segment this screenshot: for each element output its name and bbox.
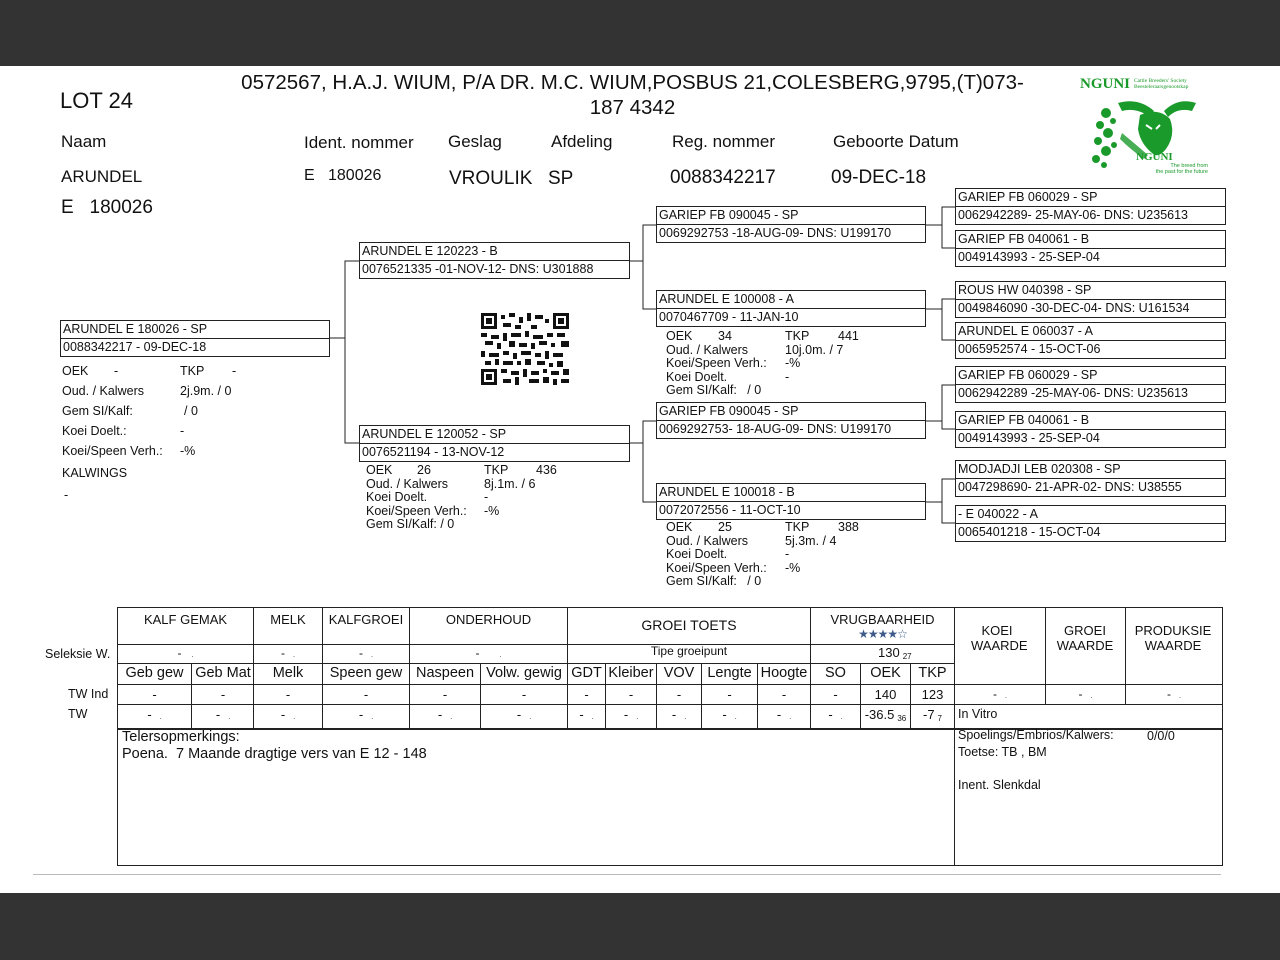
tw-cell-11: - . xyxy=(828,707,843,722)
pedigree-main-animal: ARUNDEL E 180026 - SP 0088342217 - 09-DEC-18 xyxy=(60,320,330,357)
group-melk: MELK xyxy=(270,612,306,627)
tw-ind-cell-value-1: - xyxy=(220,687,226,702)
column-header-13 xyxy=(911,665,954,681)
tw-ind-cell-value-8: - xyxy=(676,687,682,702)
pedigree-ggp-7: MODJADJI LEB 020308 - SP 0047298690- 21-APR-02- DNS: U38555 xyxy=(955,460,1226,497)
logo-society: Cattle Breeders' Society Beesteleraarsgenootskap xyxy=(1134,78,1189,90)
tw-cell-value-1: - xyxy=(215,707,221,722)
label-geslag: Geslag xyxy=(448,132,502,151)
inent: Inent. Slenkdal xyxy=(958,778,1041,792)
pedigree-ggp-2: GARIEP FB 040061 - B 0049143993 - 25-SEP-04 xyxy=(955,230,1226,267)
pedigree-sire: ARUNDEL E 120223 - B 0076521335 -01-NOV-12- DNS: U301888 xyxy=(359,242,630,279)
tw-ind-cell-value-7: - xyxy=(628,687,634,702)
column-header-value-13: TKP xyxy=(918,665,947,681)
breeder-info: 0572567, H.A.J. WIUM, P/A DR. M.C. WIUM,POSBUS 21,COLESBERG,9795,(T)073- 187 4342 xyxy=(241,71,1024,119)
tw-ind-cell-value-4: - xyxy=(442,687,448,702)
seleksie-kalfgroei: - . xyxy=(359,646,373,660)
tw-ind-cell-3 xyxy=(323,687,409,702)
tw-accuracy-13: 7 xyxy=(937,714,942,723)
tw-ind-cell-value-13: 123 xyxy=(921,687,944,702)
tw-cell-value-13: -7 xyxy=(922,707,935,722)
tw-ind-cell-2 xyxy=(254,687,322,702)
seleksie-kalf-gemak: - . xyxy=(177,646,194,660)
tw-cell-4: - . xyxy=(437,707,453,722)
pedigree-ggp-1: GARIEP FB 060029 - SP 0062942289- 25-MAY-06- DNS: U235613 xyxy=(955,188,1226,225)
tw-ind-cell-10 xyxy=(758,687,810,702)
column-header-value-1: Geb Mat xyxy=(195,665,251,681)
tw-ind-cell-value-5: - xyxy=(521,687,527,702)
column-header-1 xyxy=(192,665,254,681)
group-koei-waarde: KOEI WAARDE xyxy=(971,623,1028,653)
tw-cell-10: - . xyxy=(776,707,792,722)
group-onderhoud: ONDERHOUD xyxy=(445,612,532,627)
tw-cell-value-9: - xyxy=(722,707,727,722)
column-header-value-11: SO xyxy=(825,665,846,681)
column-header-value-9: Lengte xyxy=(707,665,752,681)
tw-cell-value-5: - xyxy=(516,707,522,722)
group-kalfgroei: KALFGROEI xyxy=(328,612,404,627)
tw-cell-12 xyxy=(861,707,910,723)
tw-cell-value-2: - xyxy=(280,707,286,722)
value-afdeling: SP xyxy=(548,168,574,189)
spoelings-label: Spoelings/Embrios/Kalwers: xyxy=(958,728,1114,742)
tw-cell-7: - . xyxy=(623,707,639,722)
tw-ind-cell-value-2: - xyxy=(285,687,291,702)
label-geboorte: Geboorte Datum xyxy=(833,132,959,151)
vrugbaarheid-stars: ★★★★☆ xyxy=(858,627,907,641)
logo-tagline: The breed from the past for the future xyxy=(1155,163,1208,175)
group-groei-toets: GROEI TOETS xyxy=(641,617,737,633)
tw-ind-cell-6 xyxy=(568,687,605,702)
value-ident: E 180026 xyxy=(304,167,382,184)
tw-cell-6: - . xyxy=(579,707,594,722)
column-header-value-10: Hoogte xyxy=(760,665,808,681)
column-header-value-3: Speen gew xyxy=(329,665,403,681)
group-groei-waarde: GROEI WAARDE xyxy=(1056,623,1114,653)
row-label-seleksie: Seleksie W. xyxy=(45,647,111,661)
tw-ind-cell-12 xyxy=(861,687,910,702)
pedigree-ggp-5: GARIEP FB 060029 - SP 0062942289 -25-MAY-06- DNS: U235613 xyxy=(955,366,1226,403)
tw-cell-8: - . xyxy=(671,707,687,722)
logo-emblem: NGUNI xyxy=(1136,151,1173,163)
tw-cell-2: - . xyxy=(280,707,296,722)
tw-cell-value-3: - xyxy=(358,707,364,722)
vrugbaarheid-value: 130 27 xyxy=(878,645,912,661)
tw-ind-cell-value-10: - xyxy=(781,687,787,702)
tw-ind-produksie-waarde: - . xyxy=(1167,687,1181,701)
label-afdeling: Afdeling xyxy=(551,132,613,151)
group-vrugbaarheid: VRUGBAARHEID xyxy=(830,612,935,627)
column-header-0 xyxy=(118,665,191,681)
tw-cell-value-8: - xyxy=(671,707,677,722)
label-reg: Reg. nommer xyxy=(672,132,775,151)
pedigree-dam: ARUNDEL E 120052 - SP 0076521194 - 13-NOV-12 xyxy=(359,425,630,462)
column-header-12 xyxy=(861,665,910,681)
column-header-value-2: Melk xyxy=(272,665,304,681)
tw-ind-cell-5 xyxy=(481,687,567,702)
tw-cell-9: - . xyxy=(722,707,737,722)
tw-ind-koei-waarde: - . xyxy=(993,687,1007,701)
column-header-2 xyxy=(254,665,322,681)
tw-ind-cell-value-12: 140 xyxy=(874,687,897,702)
value-geslag: VROULIK xyxy=(449,168,533,189)
pedigree-sire-dam: ARUNDEL E 100008 - A 0070467709 - 11-JAN-10 xyxy=(656,290,926,327)
value-reg: 0088342217 xyxy=(670,167,776,188)
group-kalf-gemak: KALF GEMAK xyxy=(143,612,228,627)
column-header-5 xyxy=(481,665,567,681)
column-header-4 xyxy=(410,665,480,681)
tw-cell-value-6: - xyxy=(579,707,584,722)
seleksie-melk: - . xyxy=(281,646,295,660)
tw-ind-cell-9 xyxy=(702,687,757,702)
column-header-7 xyxy=(606,665,656,681)
column-header-value-12: OEK xyxy=(870,665,901,681)
tw-ind-cell-value-9: - xyxy=(727,687,732,702)
column-header-value-7: Kleiber xyxy=(608,665,654,681)
column-header-8 xyxy=(657,665,701,681)
column-header-value-6: GDT xyxy=(571,665,602,681)
tipe-groeipunt: Tipe groeipunt xyxy=(650,644,728,658)
column-header-11 xyxy=(811,665,860,681)
seleksie-onderhoud: - . xyxy=(475,646,502,660)
tw-ind-cell-value-0: - xyxy=(152,687,157,702)
tw-accuracy-12: 36 xyxy=(897,714,907,723)
tw-ind-cell-4 xyxy=(410,687,480,702)
pedigree-dam-dam: ARUNDEL E 100018 - B 0072072556 - 11-OCT-10 xyxy=(656,483,926,520)
lot-number: LOT 24 xyxy=(60,88,133,113)
tw-ind-cell-8 xyxy=(657,687,701,702)
tw-cell-3: - . xyxy=(358,707,374,722)
column-header-value-5: Volw. gewig xyxy=(486,665,562,681)
value-naam: ARUNDEL xyxy=(61,167,143,186)
pedigree-sire-sire: GARIEP FB 090045 - SP 0069292753 -18-AUG-09- DNS: U199170 xyxy=(656,206,926,243)
toetse: Toetse: TB , BM xyxy=(958,745,1047,759)
column-header-6 xyxy=(568,665,605,681)
footer-divider xyxy=(33,874,1221,875)
tw-cell-value-11: - xyxy=(828,707,833,722)
tw-ind-cell-1 xyxy=(192,687,254,702)
tw-cell-value-12: -36.5 xyxy=(864,707,895,722)
tw-cell-1: - . xyxy=(215,707,231,722)
tw-ind-groei-waarde: - . xyxy=(1078,687,1093,701)
remarks-text: Poena. 7 Maande dragtige vers van E 12 - 148 xyxy=(122,746,427,762)
tw-cell-value-4: - xyxy=(437,707,443,722)
tw-ind-cell-13 xyxy=(911,687,954,702)
tw-cell-0: - . xyxy=(147,707,162,722)
label-naam: Naam xyxy=(61,132,107,151)
row-label-tw-ind: TW Ind xyxy=(68,687,109,701)
tw-ind-cell-value-3: - xyxy=(363,687,369,702)
pedigree-ggp-3: ROUS HW 040398 - SP 0049846090 -30-DEC-04- DNS: U161534 xyxy=(955,281,1226,318)
tw-cell-13 xyxy=(911,707,954,723)
in-vitro-label: In Vitro xyxy=(958,707,998,721)
tw-cell-value-10: - xyxy=(776,707,782,722)
group-produksie-waarde: PRODUKSIE WAARDE xyxy=(1134,623,1212,653)
column-header-10 xyxy=(758,665,810,681)
pedigree-dam-sire: GARIEP FB 090045 - SP 0069292753- 18-AUG-09- DNS: U199170 xyxy=(656,402,926,439)
tw-ind-cell-11 xyxy=(811,687,860,702)
row-label-tw: TW xyxy=(68,707,88,721)
column-header-value-4: Naspeen xyxy=(415,665,475,681)
column-header-value-0: Geb gew xyxy=(125,665,184,681)
pedigree-ggp-6: GARIEP FB 040061 - B 0049143993 - 25-SEP-04 xyxy=(955,411,1226,448)
spoelings-value: 0/0/0 xyxy=(1147,729,1175,743)
tw-ind-cell-7 xyxy=(606,687,656,702)
tw-cell-5: - . xyxy=(516,707,532,722)
value-geboorte: 09-DEC-18 xyxy=(831,167,927,188)
tw-ind-cell-0 xyxy=(118,687,191,702)
pedigree-ggp-4: ARUNDEL E 060037 - A 0065952574 - 15-OCT-06 xyxy=(955,322,1226,359)
big-ident: E 180026 xyxy=(61,197,153,218)
column-header-3 xyxy=(323,665,409,681)
logo-title: NGUNI xyxy=(1080,76,1131,92)
column-header-9 xyxy=(702,665,757,681)
label-ident: Ident. nommer xyxy=(304,133,414,152)
pedigree-ggp-8: - E 040022 - A 0065401218 - 15-OCT-04 xyxy=(955,505,1226,542)
remarks-label: Telersopmerkings: xyxy=(122,729,240,745)
tw-ind-cell-value-6: - xyxy=(584,687,589,702)
tw-ind-cell-value-11: - xyxy=(833,687,838,702)
tw-cell-value-0: - xyxy=(147,707,152,722)
column-header-value-8: VOV xyxy=(663,665,695,681)
tw-cell-value-7: - xyxy=(623,707,629,722)
